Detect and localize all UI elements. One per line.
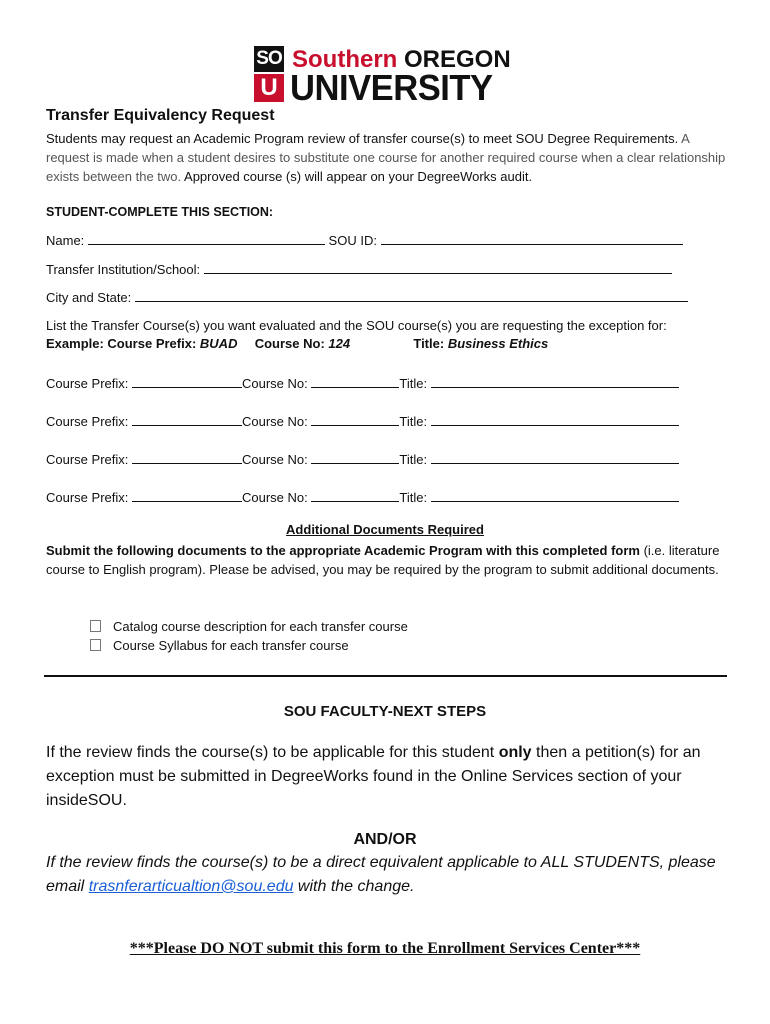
course-row [46,375,679,391]
example-prefix-value: BUAD [199,336,238,351]
faculty-paragraph-1 [46,741,736,813]
course-row [46,451,679,467]
intro-part-2: A request is made when a student desires to substitute one course for another required course when a clear relationship exists between the two. [46,131,726,184]
course-title-field[interactable] [431,413,679,426]
course-no-field[interactable] [311,451,399,464]
course-title-field[interactable] [431,451,679,464]
checklist-item [90,619,408,634]
course-title-field[interactable] [431,375,679,388]
logo-u: U [254,74,284,102]
course-title-label: Title: [399,414,428,429]
city-state-row [46,289,688,305]
faculty-paragraph-2 [46,851,736,899]
and-or-label: AND/OR [353,831,417,848]
checkbox-icon[interactable] [90,639,101,651]
faculty-heading: SOU FACULTY-NEXT STEPS [283,703,487,720]
course-prefix-label: Course Prefix: [46,376,129,391]
additional-documents-paragraph [46,541,736,579]
checklist-item-label: Course Syllabus for each transfer course [113,638,349,653]
checklist-item [90,638,349,653]
course-no-label: Course No: [242,452,308,467]
course-prefix-field[interactable] [132,451,242,464]
logo-mark [254,46,284,102]
course-no-label: Course No: [242,414,308,429]
footer-notice [0,940,770,958]
example-row [46,336,548,351]
course-title-field[interactable] [431,489,679,502]
sou-logo [254,46,516,106]
name-label: Name: [46,233,85,248]
list-instruction: List the Transfer Course(s) you want evaluated and the SOU course(s) you are requesting the exception for: [46,318,667,333]
course-title-label: Title: [399,490,428,505]
logo-southern: Southern [292,46,398,73]
course-prefix-field[interactable] [132,375,242,388]
footer-text: ***Please DO NOT submit this form to the Enrollment Services Center*** [129,940,641,957]
intro-part-1: Students may request an Academic Program review of transfer course(s) to meet SOU Degree Requirements. [46,131,679,146]
faculty-para1-a: If the review finds the course(s) to be applicable for this student [46,744,499,761]
name-row [46,232,683,248]
institution-row [46,261,672,277]
institution-field[interactable] [204,261,672,274]
course-title-label: Title: [399,376,428,391]
course-no-field[interactable] [311,375,399,388]
sou-id-label: SOU ID: [328,233,377,248]
example-no-value: 124 [328,336,351,351]
institution-label: Transfer Institution/School: [46,262,201,277]
student-section-heading: STUDENT-COMPLETE THIS SECTION: [46,205,274,219]
course-title-label: Title: [399,452,428,467]
checkbox-icon[interactable] [90,620,101,632]
course-prefix-label: Course Prefix: [46,414,129,429]
course-prefix-field[interactable] [132,489,242,502]
course-no-label: Course No: [242,376,308,391]
city-state-label: City and State: [46,290,132,305]
example-prefix-label: Example: Course Prefix: [46,336,197,351]
logo-so: SO [254,46,284,72]
course-no-field[interactable] [311,489,399,502]
course-prefix-label: Course Prefix: [46,452,129,467]
course-no-label: Course No: [242,490,308,505]
intro-paragraph [46,129,736,186]
city-state-field[interactable] [135,289,688,302]
course-row [46,413,679,429]
email-link[interactable]: trasnferarticualtion@sou.edu [88,878,294,895]
intro-part-3: Approved course (s) will appear on your DegreeWorks audit. [181,169,533,184]
example-no-label: Course No: [254,336,325,351]
course-prefix-field[interactable] [132,413,242,426]
course-row [46,489,679,505]
section-divider [44,675,727,677]
faculty-para1-bold: only [498,744,532,761]
additional-rest-text: (i.e. literature course to English program). Please be advised, you may be required by the program to submit additional documents. [46,543,720,577]
sou-id-field[interactable] [381,232,683,245]
example-title-label: Title: [413,336,445,351]
form-title: Transfer Equivalency Request [46,107,275,124]
additional-documents-heading: Additional Documents Required [286,522,484,537]
faculty-para2-a: If the review finds the course(s) to be a direct equivalent applicable to ALL STUDENTS, please email [46,854,716,895]
course-no-field[interactable] [311,413,399,426]
course-prefix-label: Course Prefix: [46,490,129,505]
name-field[interactable] [88,232,325,245]
faculty-para1-b: then a petition(s) for an exception must be submitted in DegreeWorks found in the Online Services section of your insideSOU. [46,744,701,809]
faculty-para2-b: with the change. [293,878,415,895]
additional-bold-text: Submit the following documents to the appropriate Academic Program with this completed form [46,543,640,558]
example-title-value: Business Ethics [447,336,549,351]
checklist-item-label: Catalog course description for each transfer course [113,619,408,634]
logo-university: UNIVERSITY [290,67,493,108]
logo-oregon: OREGON [404,46,511,73]
